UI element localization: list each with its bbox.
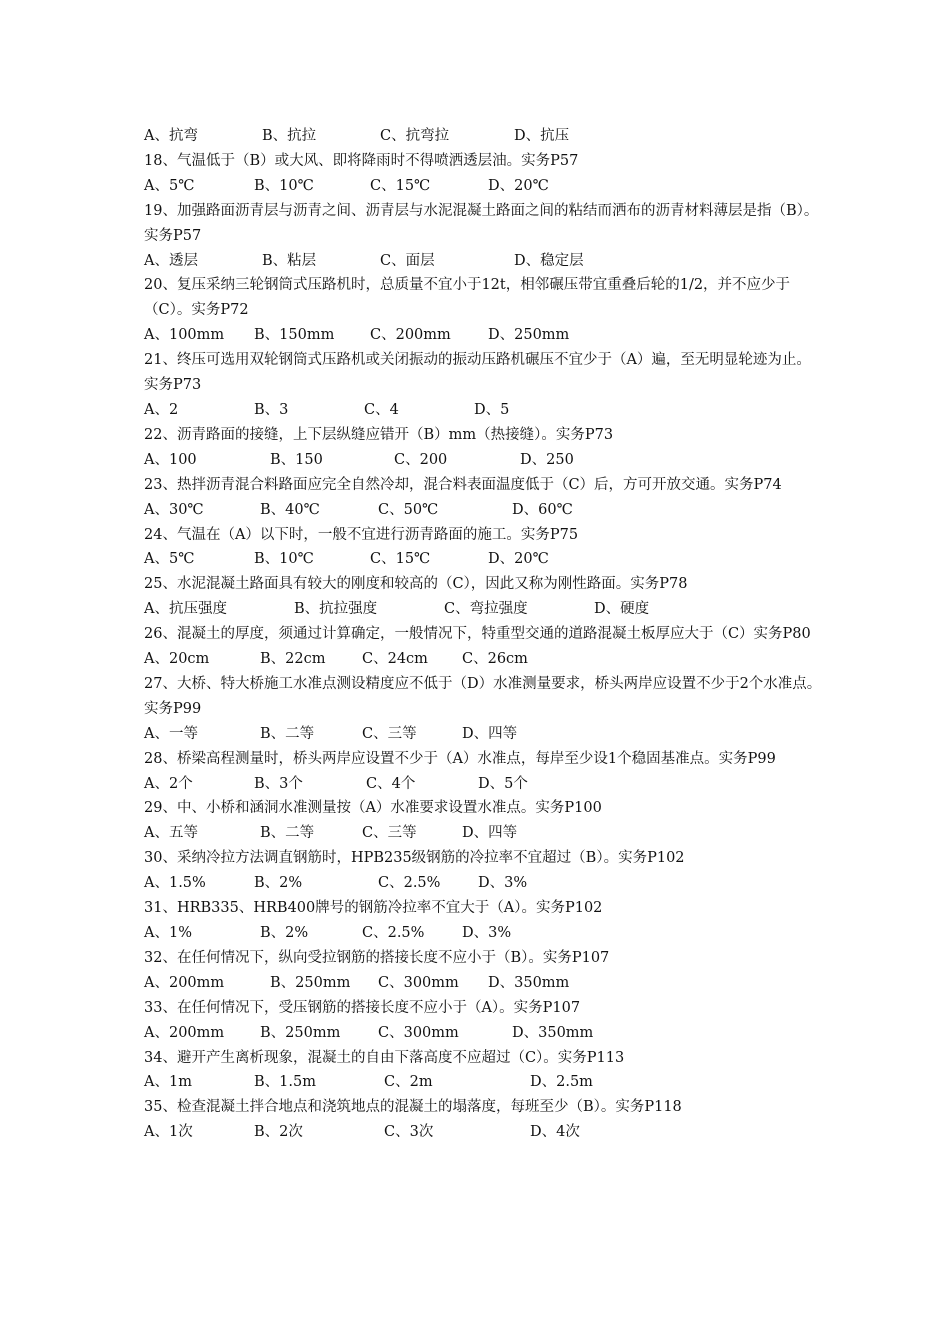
option: D、稳定层 (514, 252, 584, 269)
option: C、300mm (378, 974, 459, 991)
option-row (144, 821, 824, 846)
question-text: 20、复压采纳三轮钢筒式压路机时，总质量不宜小于12t，相邻碾压带宜重叠后轮的1/2，并不应少于（C）。实务P72 (144, 277, 791, 319)
option-row (144, 971, 824, 996)
option: A、抗压强度 (144, 601, 227, 618)
option: A、200mm (144, 974, 225, 991)
question-text: 30、采纳冷拉方法调直钢筋时，HPB235级钢筋的冷拉率不宜超过（B）。实务P102 (144, 850, 685, 867)
option: A、5℃ (144, 551, 195, 568)
option-row (144, 722, 824, 747)
option: B、10℃ (254, 551, 314, 568)
option: A、抗弯 (144, 128, 198, 144)
option: D、20℃ (488, 177, 549, 194)
option: A、透层 (144, 252, 198, 269)
option: B、40℃ (260, 501, 320, 518)
question-text: 21、终压可选用双轮钢筒式压路机或关闭振动的振动压路机碾压不宜少于（A）遍，至无明显轮迹为止。实务P73 (144, 352, 811, 394)
option: C、26cm (462, 651, 528, 668)
option: C、50℃ (378, 501, 439, 518)
question-text: 31、HRB335、HRB400牌号的钢筋冷拉率不宜大于（A）。实务P102 (144, 900, 603, 917)
option: B、250mm (270, 974, 351, 991)
option: A、100mm (144, 327, 225, 344)
option: C、15℃ (370, 177, 431, 194)
option: A、20cm (144, 651, 210, 668)
question-text: 35、检查混凝土拌合地点和浇筑地点的混凝土的塌落度，每班至少（B）。实务P118 (144, 1099, 682, 1116)
option: C、15℃ (370, 551, 431, 568)
question-text: 27、大桥、特大桥施工水准点测设精度应不低于（D）水准测量要求，桥头两岸应设置不少于2个水准点。实务P99 (144, 675, 822, 717)
option: D、抗压 (514, 128, 570, 144)
option: C、面层 (380, 252, 435, 269)
question-text: 33、在任何情况下，受压钢筋的搭接长度不应小于（A）。实务P107 (144, 999, 581, 1016)
option: C、200mm (370, 327, 451, 344)
option-row (144, 498, 824, 523)
option: C、4个 (366, 775, 416, 792)
question-text: 24、气温在（A）以下时，一般不宜进行沥青路面的施工。实务P75 (144, 526, 579, 543)
option-row (144, 547, 824, 572)
option: C、三等 (362, 825, 417, 842)
option-row (144, 323, 824, 348)
option: D、60℃ (512, 501, 573, 518)
question-text: 22、沥青路面的接缝，上下层纵缝应错开（B）mm（热接缝）。实务P73 (144, 426, 614, 443)
option: A、2个 (144, 775, 193, 792)
option: C、三等 (362, 725, 417, 742)
option: D、硬度 (594, 601, 650, 618)
option: C、24cm (362, 651, 428, 668)
question-text: 23、热拌沥青混合料路面应完全自然冷却，混合料表面温度低于（C）后，方可开放交通。实务P74 (144, 476, 782, 493)
option: B、150 (270, 451, 323, 468)
option: D、4次 (530, 1124, 580, 1141)
option: B、3个 (254, 775, 303, 792)
option: D、3% (462, 925, 512, 941)
option: C、抗弯拉 (380, 128, 450, 144)
option: A、1次 (144, 1124, 193, 1141)
option: B、150mm (254, 327, 335, 344)
option-row (144, 597, 824, 622)
option: D、5个 (478, 775, 528, 792)
option: A、一等 (144, 725, 198, 742)
option-row (144, 772, 824, 797)
option: A、5℃ (144, 177, 195, 194)
option-row (144, 871, 824, 896)
option-row (144, 1021, 824, 1046)
question-text: 34、避开产生离析现象，混凝土的自由下落高度不应超过（C）。实务P113 (144, 1049, 625, 1066)
option: C、4 (364, 401, 399, 418)
question-text: 19、加强路面沥青层与沥青之间、沥青层与水泥混凝土路面之间的粘结而洒布的沥青材料薄层是指（B）。实务P57 (144, 202, 819, 244)
option: A、200mm (144, 1024, 225, 1041)
option: B、粘层 (262, 252, 317, 269)
option-row (144, 1120, 824, 1145)
option: D、四等 (462, 825, 518, 842)
option: D、250 (520, 451, 574, 468)
option: A、1.5% (144, 875, 206, 892)
option-row (144, 647, 824, 672)
question-text: 32、在任何情况下，纵向受拉钢筋的搭接长度不应小于（B）。实务P107 (144, 949, 610, 966)
option-row (144, 174, 824, 199)
option: B、10℃ (254, 177, 314, 194)
option: B、22cm (260, 651, 326, 668)
option: D、20℃ (488, 551, 549, 568)
question-text: 28、桥梁高程测量时，桥头两岸应设置不少于（A）水准点，每岸至少设1个稳固基准点。实务P99 (144, 750, 776, 767)
option: A、1m (144, 1074, 192, 1091)
option: B、抗拉 (262, 128, 317, 144)
option: B、2次 (254, 1124, 303, 1141)
option: B、3 (254, 401, 289, 418)
option: D、350mm (512, 1024, 594, 1041)
option: C、2.5% (378, 875, 441, 892)
option: D、3% (478, 875, 528, 892)
option: B、抗拉强度 (294, 601, 378, 618)
option: C、弯拉强度 (444, 601, 528, 618)
option: A、30℃ (144, 501, 204, 518)
option: D、350mm (488, 974, 570, 991)
option: C、3次 (384, 1124, 434, 1141)
option: B、二等 (260, 725, 315, 742)
option: B、250mm (260, 1024, 341, 1041)
option: A、五等 (144, 825, 198, 842)
option-row (144, 398, 824, 423)
question-text: 26、混凝土的厚度，须通过计算确定，一般情况下，特重型交通的道路混凝土板厚应大于（C）实务P80 (144, 626, 811, 643)
option: D、四等 (462, 725, 518, 742)
option: B、2% (260, 925, 309, 941)
option: B、2% (254, 875, 303, 892)
option: C、300mm (378, 1024, 459, 1041)
option: B、二等 (260, 825, 315, 842)
option: D、5 (474, 401, 510, 418)
option-row (144, 1070, 824, 1095)
option: D、2.5m (530, 1074, 593, 1091)
option: C、2m (384, 1074, 433, 1091)
option: A、2 (144, 401, 179, 418)
option: B、1.5m (254, 1074, 316, 1091)
option: D、250mm (488, 327, 570, 344)
document-page (144, 124, 824, 1145)
option-row (144, 249, 824, 274)
option-row (144, 448, 824, 473)
option: A、1% (144, 925, 192, 941)
question-text: 29、中、小桥和涵洞水准测量按（A）水准要求设置水准点。实务P100 (144, 800, 602, 817)
option: C、2.5% (362, 925, 425, 941)
option: C、200 (394, 451, 448, 468)
question-text: 25、水泥混凝土路面具有较大的刚度和较高的（C），因此又称为刚性路面。实务P78 (144, 576, 688, 593)
option: A、100 (144, 451, 197, 468)
option-row (144, 921, 824, 946)
question-text: 18、气温低于（B）或大风、即将降雨时不得喷洒透层油。实务P57 (144, 152, 579, 169)
option-row (144, 124, 824, 149)
